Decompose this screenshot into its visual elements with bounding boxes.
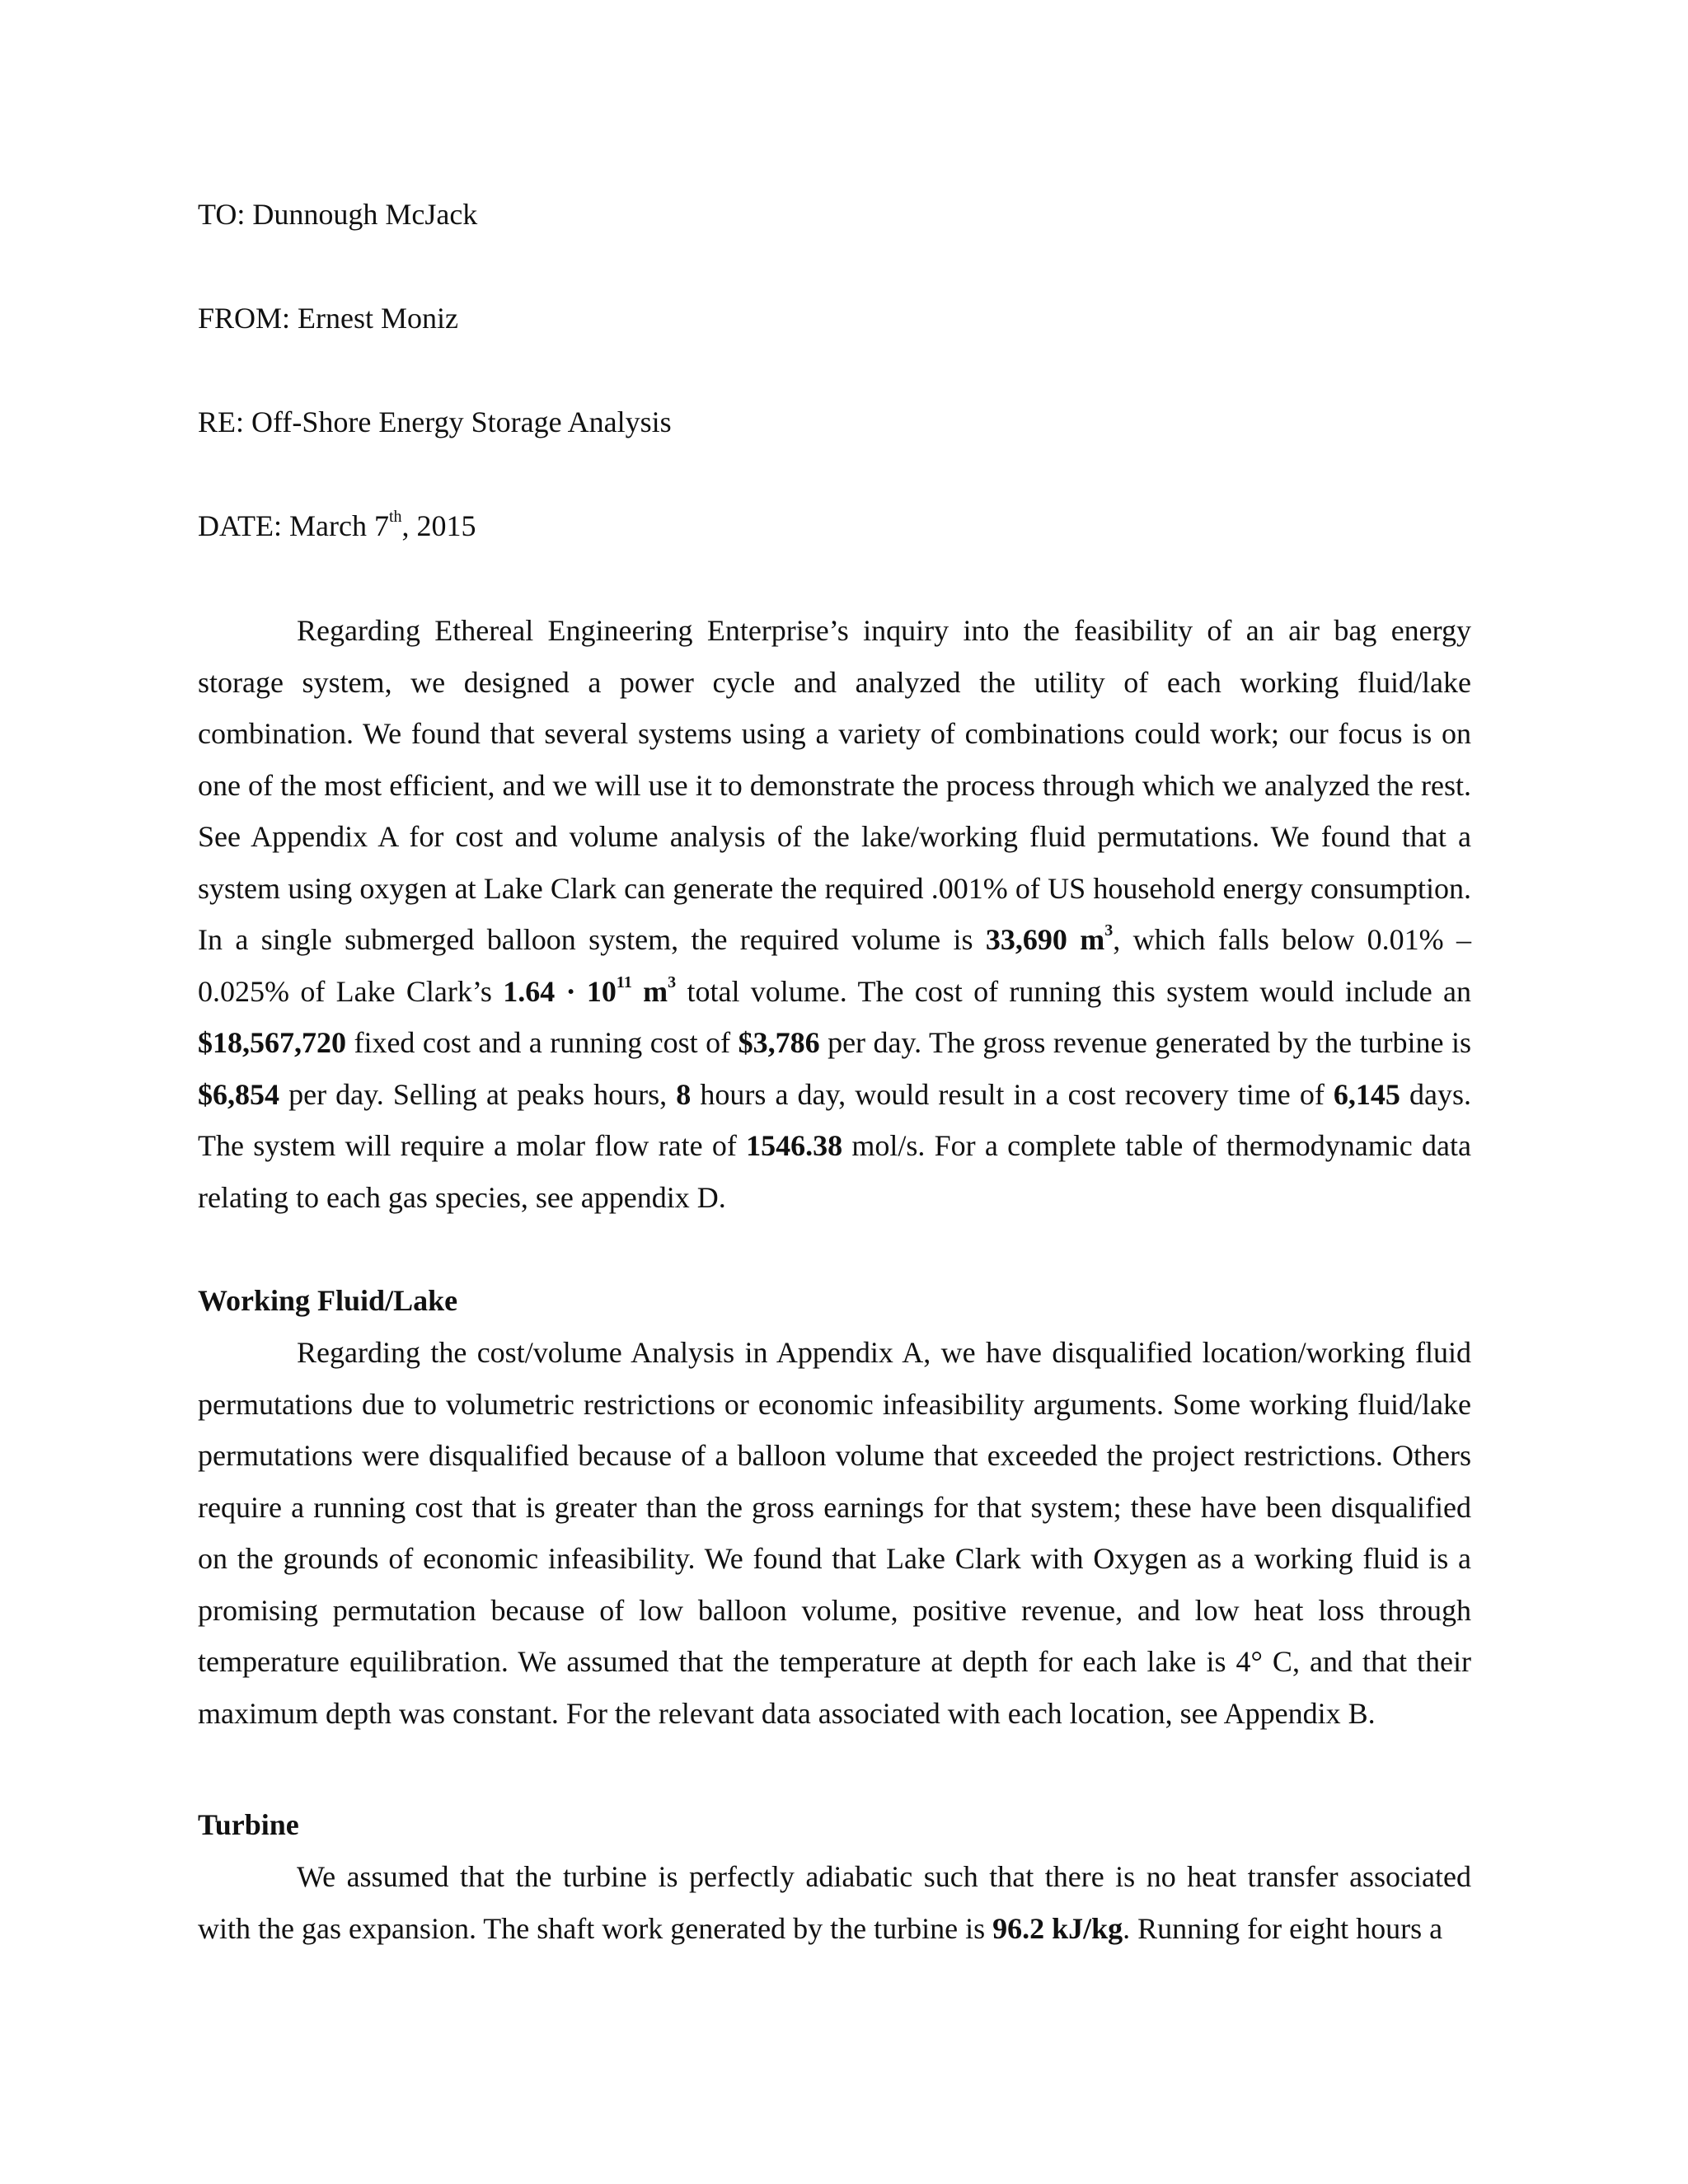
memo-from-value: Ernest Moniz [298, 302, 459, 335]
memo-from-label: FROM: [198, 302, 291, 335]
balloon-volume: 33,690 m [985, 923, 1105, 956]
working-fluid-paragraph [198, 1327, 1471, 1739]
fixed-cost: $18,567,720 [198, 1026, 346, 1059]
intro-text-8: days. The system will require a molar flow rate of [198, 1077, 1472, 1162]
memo-from-line [198, 300, 458, 336]
memo-date-ordinal: th [388, 508, 402, 526]
intro-text-5: per day. The gross revenue generated by the turbine is [819, 1026, 1471, 1059]
lake-volume: 1.64 · 10 [503, 974, 617, 1008]
intro-text-3: total volume. The cost of running this system would include an [676, 974, 1471, 1008]
memo-to-line [198, 196, 477, 232]
recovery-days: 6,145 [1333, 1077, 1400, 1111]
lake-volume-exponent: 11 [616, 972, 632, 991]
intro-text-7: hours a day, would result in a cost recovery time of [691, 1077, 1334, 1111]
memo-date-line [198, 508, 476, 544]
lake-volume-unit: m [631, 974, 668, 1008]
memo-re-label: RE: [198, 405, 245, 438]
intro-text-1: Regarding Ethereal Engineering Enterprise’s inquiry into the feasibility of an air bag energy storage system, we designed a power cycle and analyzed the utility of each working fluid/lake combination. We found that several systems using a variety of combinations could work; our focus is on one of the most efficient, and we will use it to demonstrate the process through which we analyzed the rest. See Appendix A for cost and volume analysis of the lake/working fluid permutations. We found that a system using oxygen at Lake Clark can generate the required .001% of US household energy consumption. In a single submerged balloon system, the required volume is [198, 614, 1471, 956]
intro-text-9: mol/s. For a complete table of thermodynamic data relating to each gas species, see appendix D. [198, 1129, 1471, 1214]
working-fluid-text: Regarding the cost/volume Analysis in Appendix A, we have disqualified location/working fluid permutations due to volumetric restrictions or economic infeasibility arguments. Some working fluid/lake permutations were disqualified because of a balloon volume that exceeded the project restrictions. Others require a running cost that is greater than the gross earnings for that system; these have been disqualified on the grounds of economic infeasibility. We found that Lake Clark with Oxygen as a working fluid is a promising permutation because of low balloon volume, positive revenue, and low heat loss through temperature equilibration. We assumed that the temperature at depth for each lake is 4° C, and that their maximum depth was constant. For the relevant data associated with each location, see Appendix B. [198, 1336, 1471, 1730]
intro-text-2: , which falls below 0.01% – 0.025% of Lake Clark’s [198, 923, 1471, 1008]
peak-hours: 8 [676, 1077, 692, 1111]
memo-re-value: Off-Shore Energy Storage Analysis [251, 405, 672, 438]
balloon-volume-exponent: 3 [1104, 921, 1114, 940]
memo-to-value: Dunnough McJack [252, 198, 478, 231]
turbine-heading: Turbine [198, 1808, 299, 1841]
working-fluid-heading: Working Fluid/Lake [198, 1284, 458, 1317]
intro-text-6: per day. Selling at peaks hours, [279, 1077, 677, 1111]
turbine-text-1: We assumed that the turbine is perfectly adiabatic such that there is no heat transfer associated with the gas expansion. The shaft work generated by the turbine is [198, 1860, 1471, 1945]
turbine-text-2: . Running for eight hours a [1123, 1911, 1443, 1945]
memo-to-label: TO: [198, 198, 246, 231]
molar-flow-rate: 1546.38 [746, 1129, 843, 1162]
running-cost: $3,786 [738, 1026, 820, 1059]
intro-text-4: fixed cost and a running cost of [346, 1026, 738, 1059]
memo-re-line [198, 404, 672, 440]
lake-volume-unit-exponent: 3 [668, 972, 677, 991]
intro-paragraph [198, 605, 1471, 1223]
memo-page [198, 0, 1471, 2184]
gross-revenue: $6,854 [198, 1077, 279, 1111]
memo-date-label: DATE: [198, 509, 282, 542]
shaft-work: 96.2 kJ/kg [992, 1911, 1123, 1945]
turbine-paragraph [198, 1851, 1471, 1954]
memo-date-month: March 7 [289, 509, 389, 542]
memo-date-year: , 2015 [401, 509, 476, 542]
